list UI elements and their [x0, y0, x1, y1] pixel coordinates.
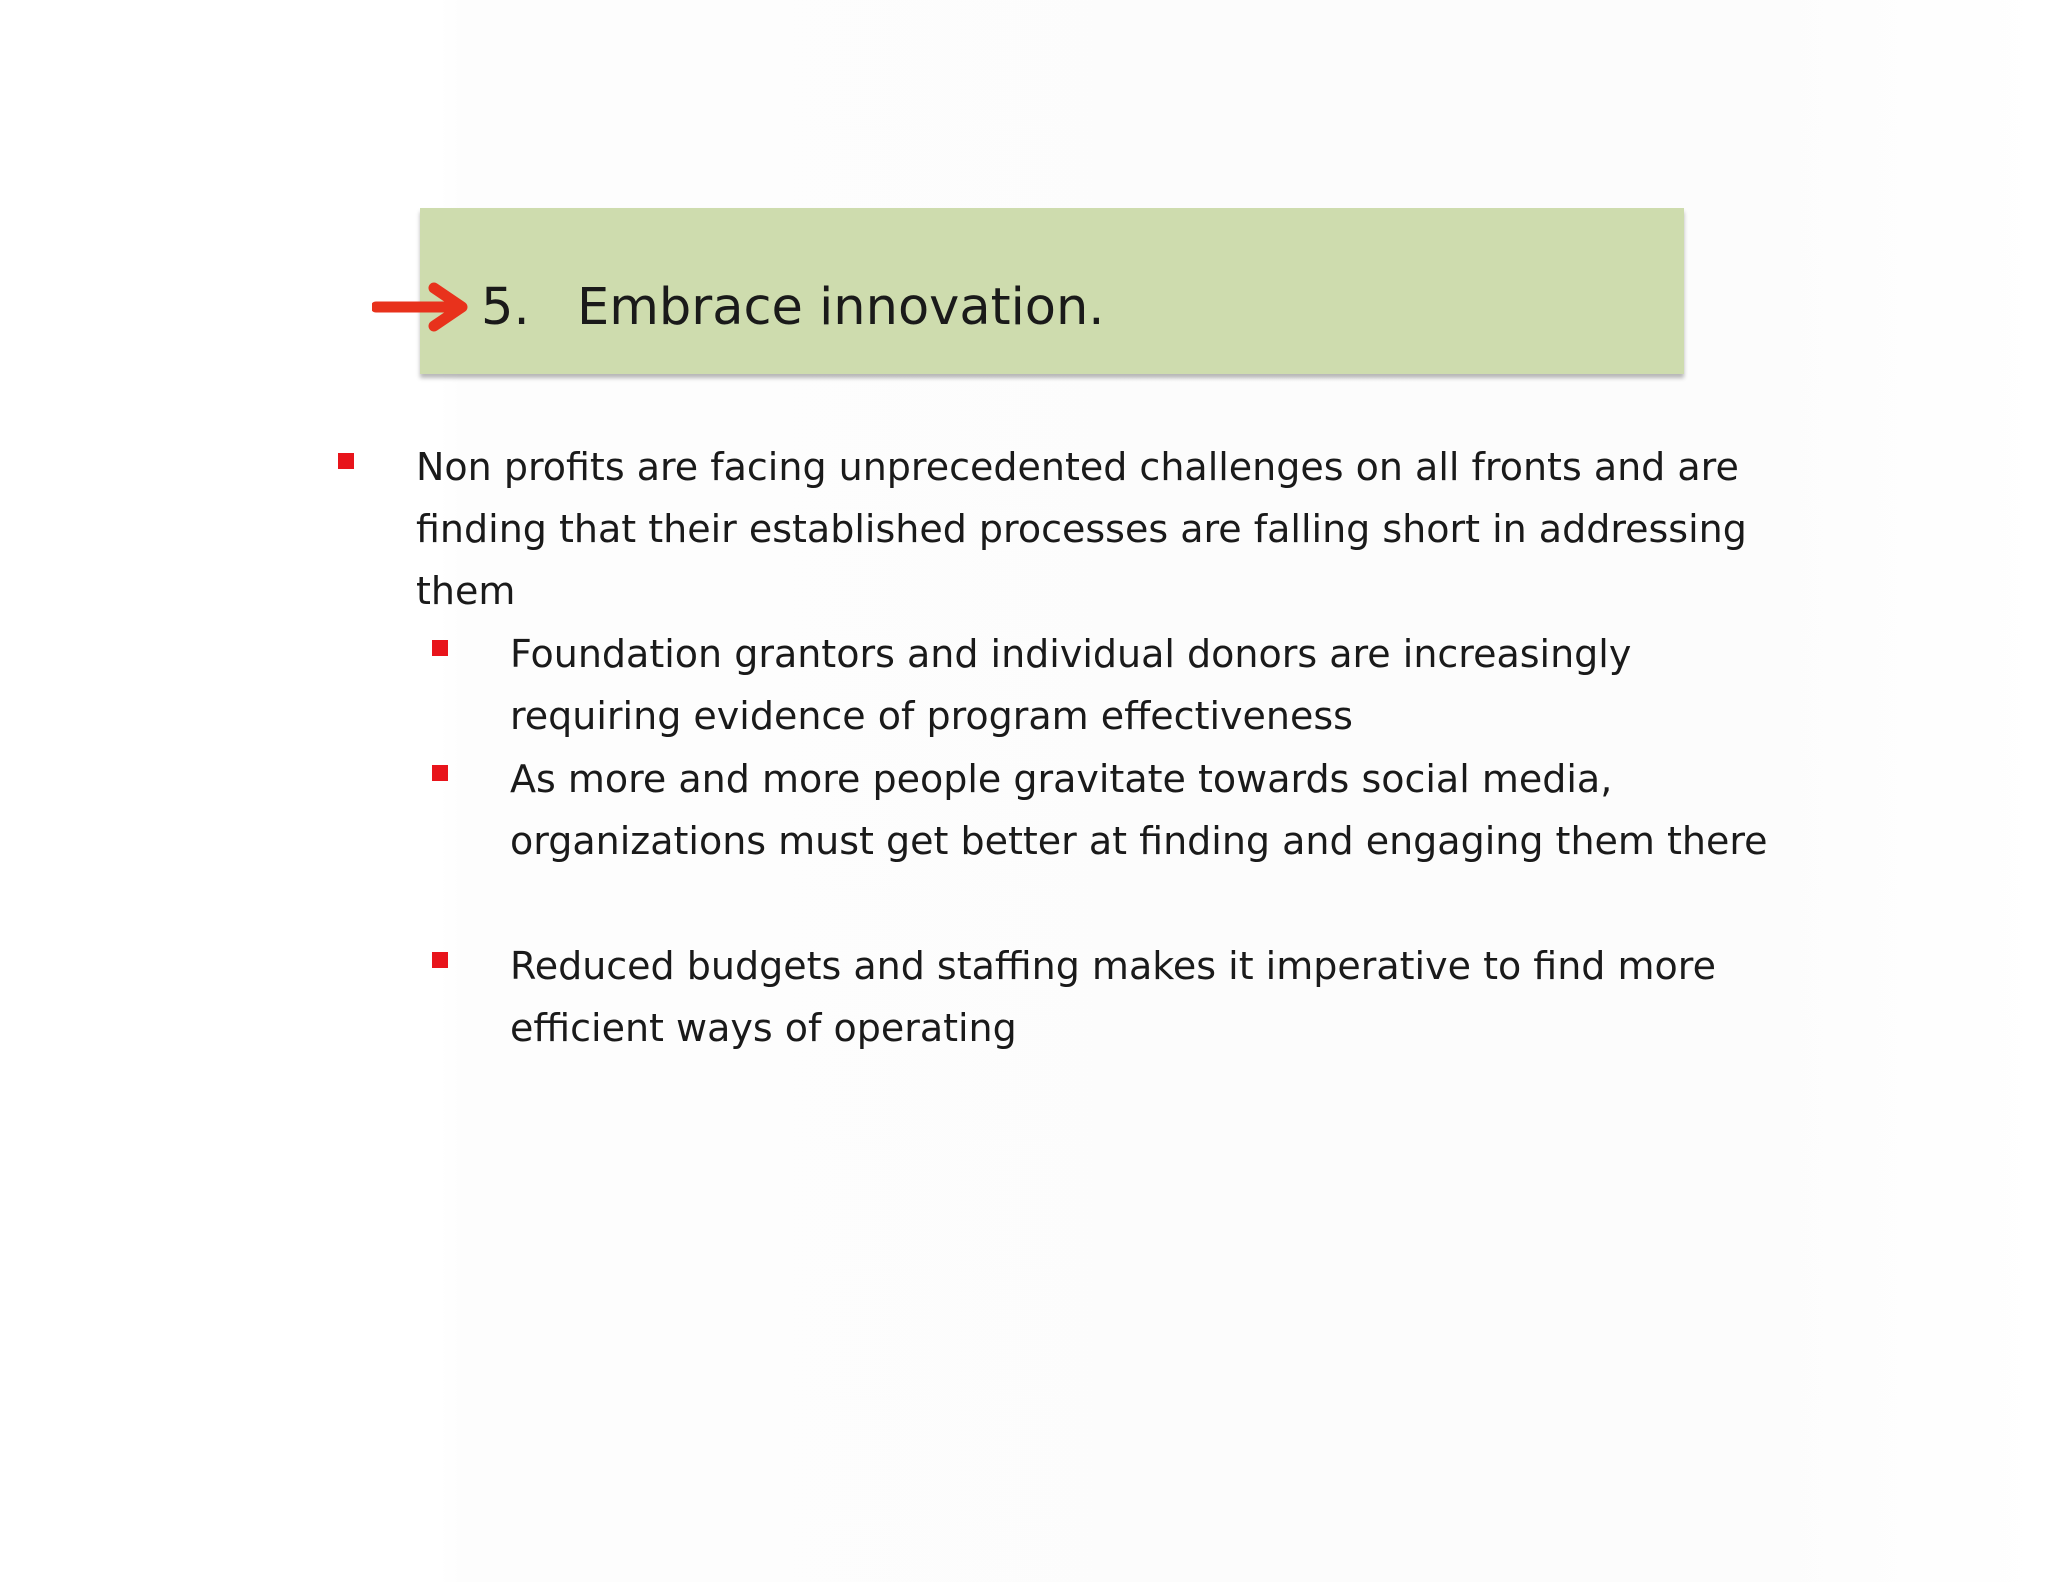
sub-bullet-text: Reduced budgets and staffing makes it imperative to find more efficient ways of operating [510, 944, 1716, 1050]
bullet-text: Non profits are facing unprecedented challenges on all fronts and are finding that their established processes are falling short in addressing them [416, 445, 1747, 613]
page-title: Embrace innovation. [577, 278, 1105, 337]
sub-bullet-text: Foundation grantors and individual donors are increasingly requiring evidence of program effectiveness [510, 632, 1632, 738]
title-number: 5. [481, 278, 530, 337]
sub-bullet-marker [432, 765, 448, 781]
sub-bullet-text: As more and more people gravitate towards social media, organizations must get better at finding and engaging them there [510, 757, 1768, 863]
sub-bullet-marker [432, 640, 448, 656]
right-arrow-icon [372, 280, 478, 334]
sub-bullet-marker [432, 952, 448, 968]
bullet-marker [338, 453, 354, 469]
